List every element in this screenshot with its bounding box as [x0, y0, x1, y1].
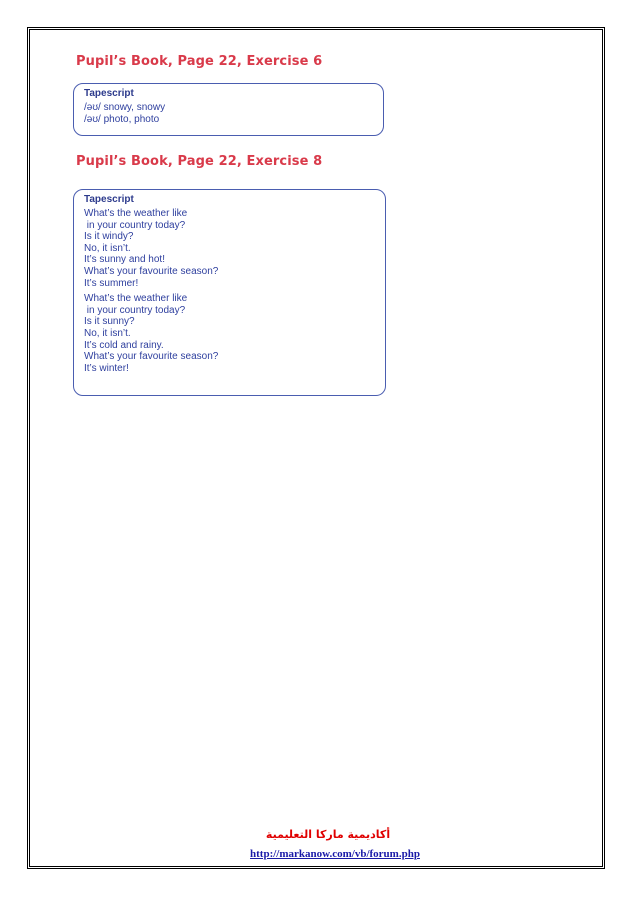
tapescript-title: Tapescript [84, 194, 134, 205]
tapescript-line: It’s sunny and hot! [84, 254, 165, 266]
tapescript-line: What’s your favourite season? [84, 265, 219, 277]
tapescript-line: It’s cold and rainy. [84, 339, 164, 351]
tapescript-line: No, it isn’t. [84, 242, 131, 254]
tapescript-line: What’s your favourite season? [84, 351, 219, 363]
tapescript-line: Is it sunny? [84, 316, 135, 328]
tapescript-line: in your country today? [84, 304, 186, 316]
tapescript-line: It’s summer! [84, 277, 139, 289]
exercise-6-heading: Pupil’s Book, Page 22, Exercise 6 [76, 54, 323, 69]
exercise-6-tapescript-box [73, 83, 384, 136]
tapescript-line: /əʊ/ snowy, snowy [84, 102, 166, 113]
tapescript-line: What’s the weather like [84, 208, 188, 219]
tapescript-line: What’s the weather like [84, 293, 188, 305]
tapescript-line: It’s winter! [84, 362, 129, 374]
footer-forum-link[interactable]: http://markanow.com/vb/forum.php [250, 848, 420, 860]
footer-academy-name: أكاديمية ماركا التعليمية [265, 828, 391, 841]
tapescript-title: Tapescript [84, 88, 134, 99]
tapescript-line: No, it isn’t. [84, 327, 131, 339]
exercise-8-tapescript-box [73, 189, 386, 396]
tapescript-line: Is it windy? [84, 231, 134, 243]
exercise-8-heading: Pupil’s Book, Page 22, Exercise 8 [76, 154, 323, 169]
tapescript-line: in your country today? [84, 219, 186, 231]
tapescript-line: /əʊ/ photo, photo [84, 113, 160, 125]
